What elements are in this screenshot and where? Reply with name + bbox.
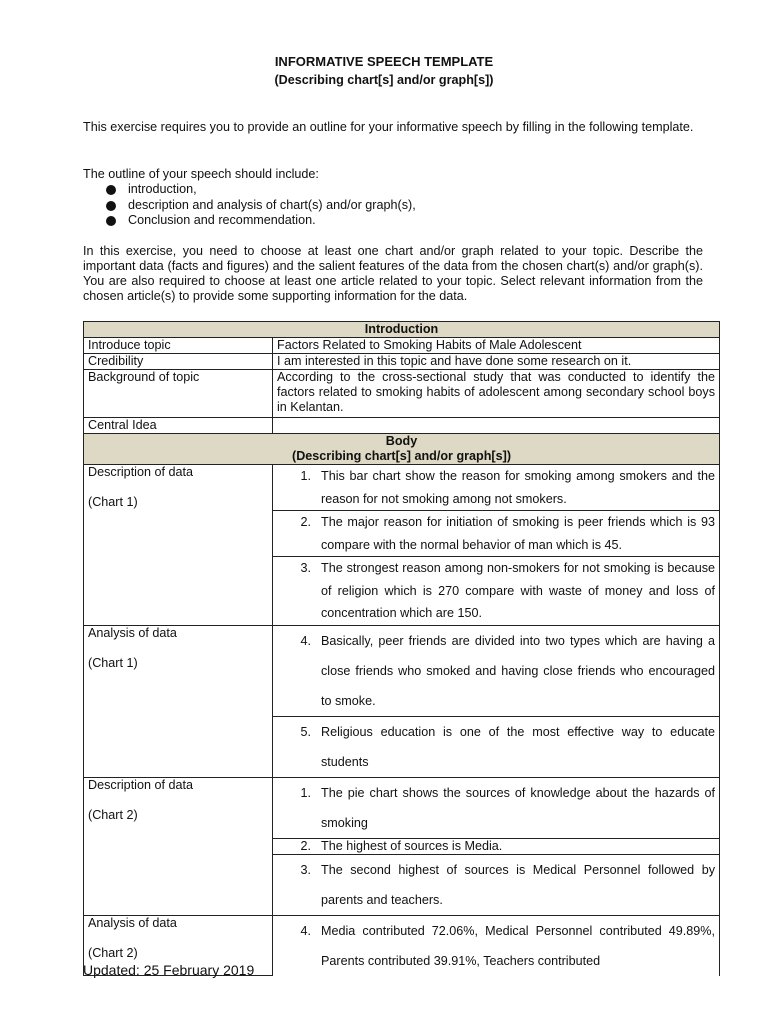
introduce-topic-label: Introduce topic <box>84 338 273 354</box>
introduction-header: Introduction <box>84 322 720 338</box>
table-row <box>84 322 720 338</box>
central-idea-value <box>273 418 720 434</box>
desc1-sub: (Chart 1) <box>88 495 138 509</box>
anal1-label: Analysis of data <box>88 625 177 640</box>
list-item: description and analysis of chart(s) and/or graph(s), <box>106 198 416 214</box>
desc1-label: Description of data <box>88 465 194 479</box>
table-row <box>84 434 720 465</box>
anal2-item-4: 4. Media contributed 72.06%, Medical Personnel contributed 49.89%, Parents contributed 39.91%, Teachers contributed <box>273 915 720 976</box>
anal1-item-4: 4. Basically, peer friends are divided into two types which are having a close friends who smoked and having close friends who encouraged to smoke. <box>273 625 720 716</box>
desc1-label-cell <box>84 465 273 626</box>
outline-heading: The outline of your speech should include: <box>83 167 319 181</box>
updated-footer: Updated: 25 February 2019 <box>83 962 255 978</box>
desc1-item-3: 3. The strongest reason among non-smokers for not smoking is because of religion which is 270 compare with waste of money and loss of concentration which are 150. <box>273 557 720 626</box>
desc2-label-cell <box>84 777 273 915</box>
document-title: INFORMATIVE SPEECH TEMPLATE <box>274 54 494 69</box>
credibility-value: I am interested in this topic and have done some research on it. <box>273 354 720 370</box>
background-value: According to the cross-sectional study that was conducted to identify the factors related to smoking habits of adolescent among secondary school boys in Kelantan. <box>273 370 720 418</box>
desc2-sub: (Chart 2) <box>88 807 138 822</box>
table-row <box>84 625 720 716</box>
bullet-icon <box>106 216 116 226</box>
outline-list <box>106 182 416 229</box>
bullet-icon <box>106 201 116 211</box>
document-subtitle: (Describing chart[s] and/or graph[s]) <box>274 73 494 87</box>
desc1-item-2: 2. The major reason for initiation of smoking is peer friends which is 93 compare with the normal behavior of man which is 45. <box>273 511 720 557</box>
bullet-icon <box>106 185 116 195</box>
body-title: Body <box>385 434 418 448</box>
intro-paragraph: This exercise requires you to provide an outline for your informative speech by filling in the following template. <box>83 120 694 134</box>
instruction-paragraph: In this exercise, you need to choose at least one chart and/or graph related to your topic. Describe the important data (facts and figures) and the salient features of the data from the chosen chart(s) and/or graph(s). You are also required to choose at least one article related to your topic. Select relevant information from the chosen article(s) to provide some supporting information for the data. <box>83 244 703 303</box>
table-row <box>84 465 720 511</box>
desc2-item-3: 3. The second highest of sources is Medical Personnel followed by parents and teachers. <box>273 854 720 915</box>
anal1-item-5: 5. Religious education is one of the most effective way to educate students <box>273 716 720 777</box>
speech-template-table <box>83 321 720 976</box>
anal1-sub: (Chart 1) <box>88 655 138 670</box>
table-row <box>84 370 720 418</box>
table-row <box>84 777 720 838</box>
table-row <box>84 418 720 434</box>
desc2-item-2: 2. The highest of sources is Media. <box>273 838 720 854</box>
desc1-item-1: 1. This bar chart show the reason for smoking among smokers and the reason for not smoking among not smokers. <box>273 465 720 511</box>
body-header <box>84 434 720 465</box>
anal2-label: Analysis of data <box>88 915 177 930</box>
credibility-label: Credibility <box>84 354 273 370</box>
background-label: Background of topic <box>84 370 273 418</box>
body-subtitle: (Describing chart[s] and/or graph[s]) <box>292 449 512 463</box>
desc2-item-1: 1. The pie chart shows the sources of knowledge about the hazards of smoking <box>273 777 720 838</box>
desc2-label: Description of data <box>88 777 194 792</box>
anal2-sub: (Chart 2) <box>88 945 138 960</box>
anal1-label-cell <box>84 625 273 777</box>
list-item: introduction, <box>106 182 416 198</box>
introduce-topic-value: Factors Related to Smoking Habits of Male Adolescent <box>273 338 720 354</box>
table-row <box>84 354 720 370</box>
central-idea-label: Central Idea <box>84 418 273 434</box>
table-row <box>84 338 720 354</box>
list-item: Conclusion and recommendation. <box>106 213 416 229</box>
